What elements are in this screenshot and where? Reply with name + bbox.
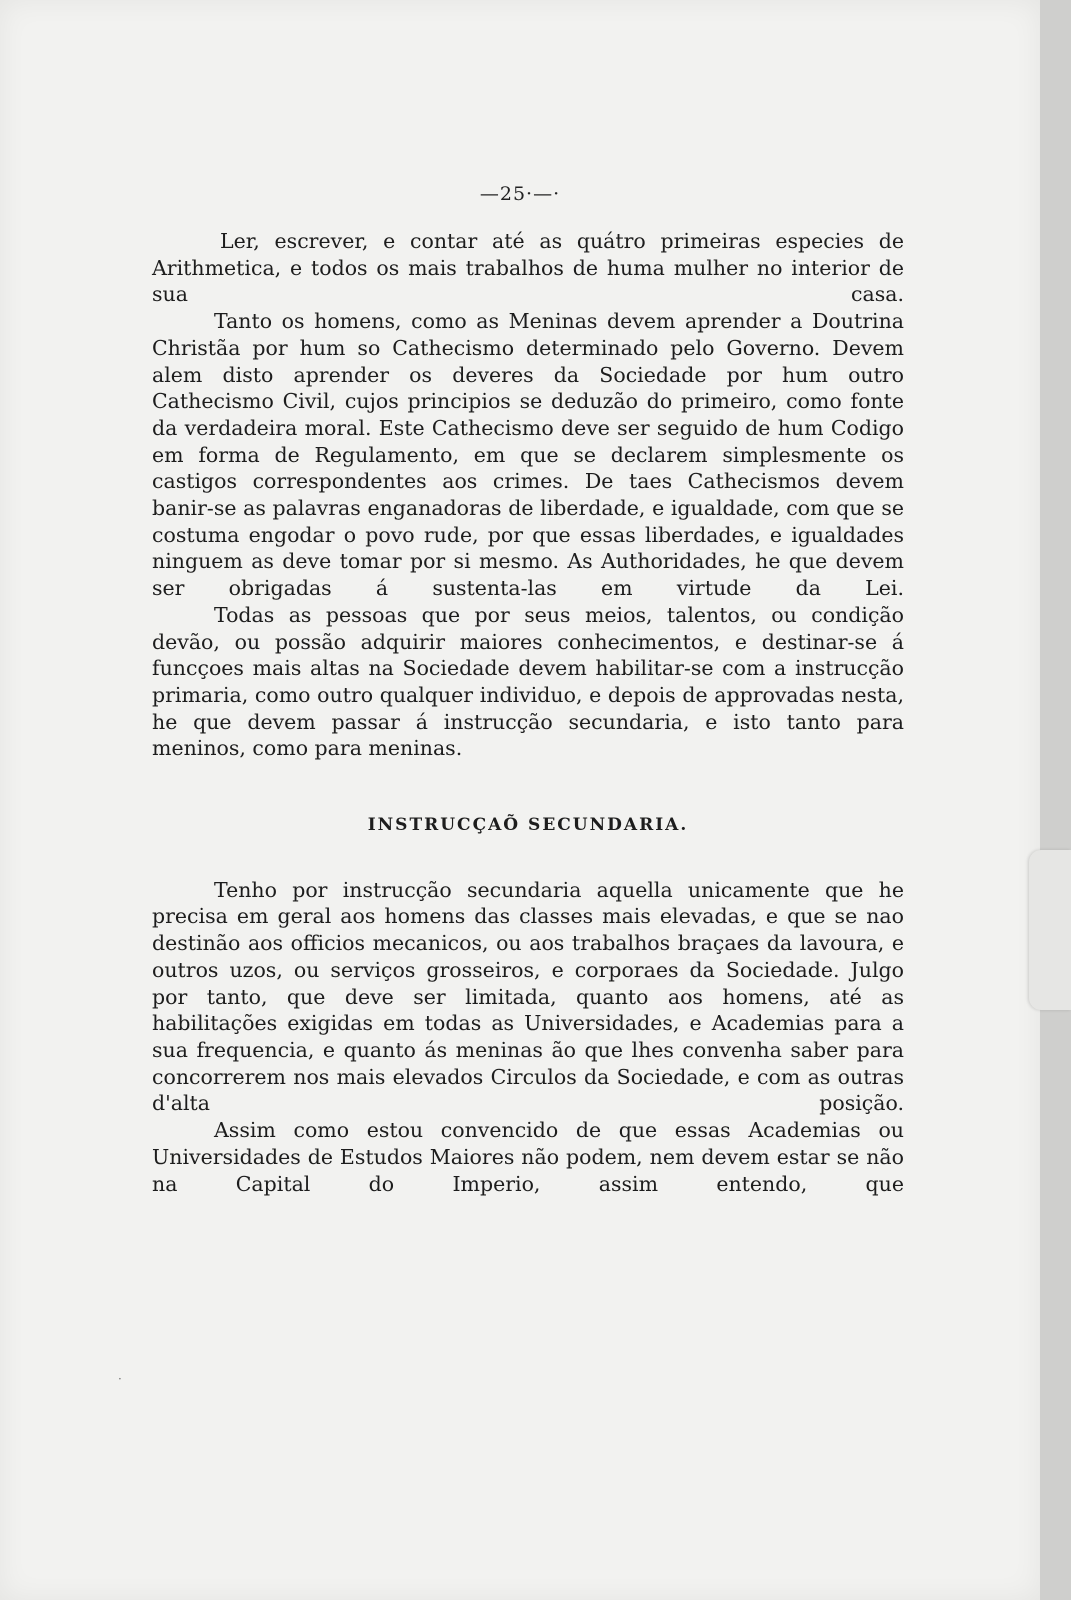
paragraph-4: Tenho por instrucção secundaria aquella unicamente que he precisa em geral aos homens das classes mais elevadas, e que se nao destinão aos officios mecanicos, ou aos trabalhos braçaes da lavoura, e outros uzos, ou serviços grosseiros, e corporaes da Sociedade. Julgo por tanto, que deve ser limitada, quanto aos homens, até as habilitações exigidas em todas as Universidades, e Academias para a sua frequencia, e quanto ás meninas ão que lhes convenha saber para concorrerem nos mais elevados Circulos da Sociedade, e com as outras d'alta posição. bbox=[152, 877, 904, 1116]
paragraph-5: Assim como estou convencido de que essas Academias ou Universidades de Estudos Maiores não podem, nem devem estar se não na Capital do Imperio, assim entendo, que bbox=[152, 1118, 904, 1196]
page-number: —25·—· bbox=[479, 183, 561, 205]
paragraph-1: Ler, escrever, e contar até as quátro primeiras especies de Arithmetica, e todos os mais trabalhos de huma mulher no interior de sua casa. bbox=[152, 229, 904, 307]
section-heading: INSTRUCÇAÕ SECUNDARIA. bbox=[367, 815, 689, 836]
paragraph-3: Todas as pessoas que por seus meios, talentos, ou condição devão, ou possão adquirir maiores conhecimentos, e destinar-se á funcçoes mais altas na Sociedade devem habilitar-se com a instrucção primaria, como outro qualquer individuo, e depois de approvadas nesta, he que devem passar á instrucção secundaria, e isto tanto para meninos, como para meninas. bbox=[152, 602, 904, 761]
body-text bbox=[152, 228, 904, 1197]
page-tab bbox=[1029, 850, 1071, 1010]
margin-mark: · bbox=[118, 1372, 122, 1386]
paragraph-2: Tanto os homens, como as Meninas devem aprender a Doutrina Christãa por hum so Cathecismo determinado pelo Governo. Devem alem disto aprender os deveres da Sociedade por hum outro Cathecismo Civil, cujos principios se deduzão do primeiro, como fonte da verdadeira moral. Este Cathecismo deve ser seguido de hum Codigo em forma de Regulamento, em que se declarem simplesmente os castigos correspondentes aos crimes. De taes Cathecismos devem banir-se as palavras enganadoras de liberdade, e igualdade, com que se costuma engodar o povo rude, por que essas liberdades, e igualdades ninguem as deve tomar por si mesmo. As Authoridades, he que devem ser obrigadas á sustenta-las em virtude da Lei. bbox=[152, 309, 904, 601]
page-edge bbox=[1040, 0, 1071, 1600]
